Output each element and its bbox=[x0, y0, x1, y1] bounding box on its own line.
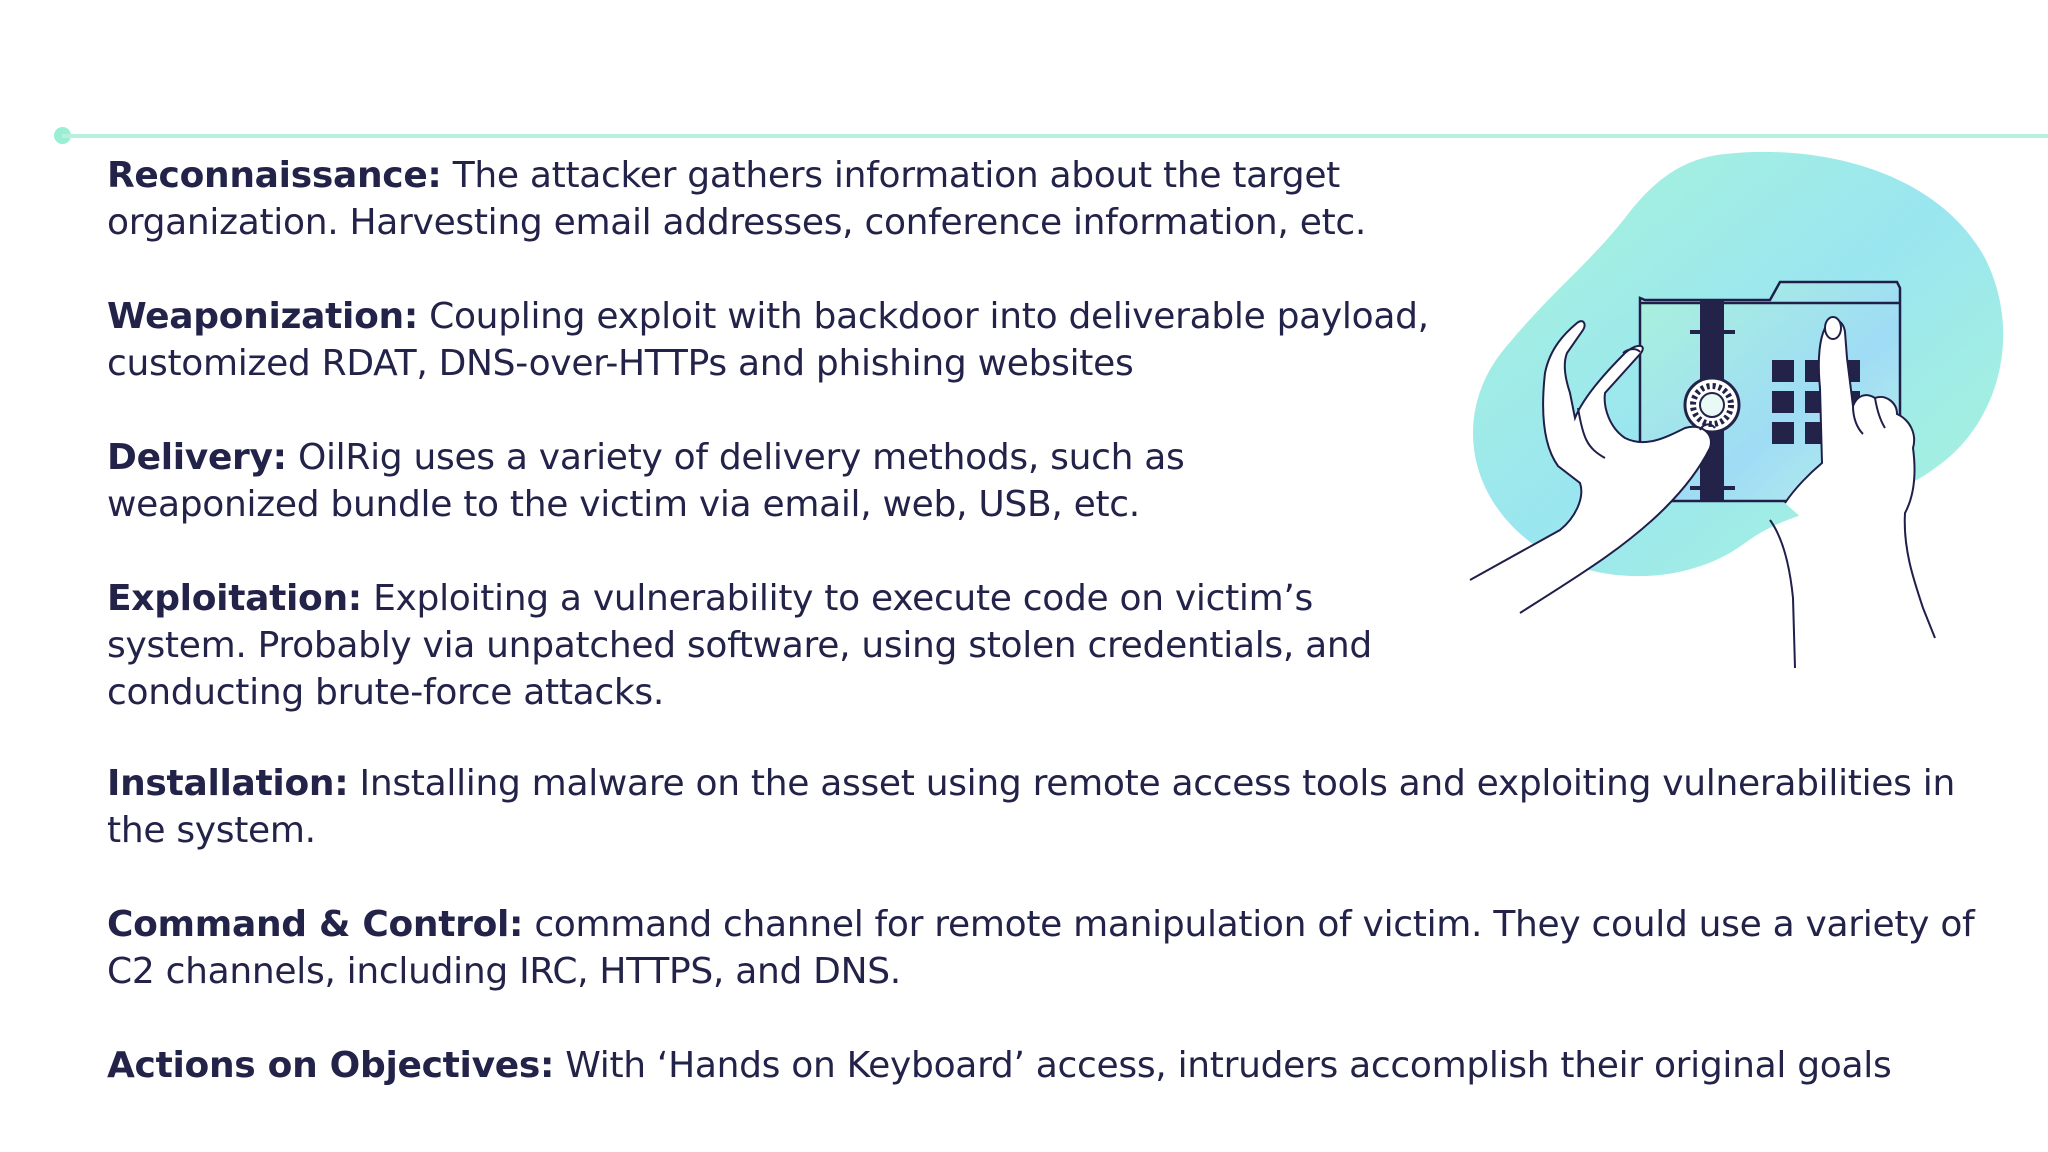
step-actions-on-objectives bbox=[107, 1042, 2007, 1089]
step-description: OilRig uses a variety of delivery methods, such as weaponized bundle to the victim via email, web, USB, etc. bbox=[107, 437, 1185, 525]
step-term: Exploitation: bbox=[107, 578, 362, 619]
step-weaponization bbox=[107, 293, 1467, 387]
step-term: Installation: bbox=[107, 763, 349, 804]
step-term: Actions on Objectives: bbox=[107, 1045, 555, 1086]
step-description: The attacker gathers information about the target organization. Harvesting email addresses, conference information, etc. bbox=[107, 155, 1367, 243]
safe-with-hands-icon bbox=[1465, 148, 2005, 678]
safe-illustration bbox=[1465, 148, 2005, 678]
step-exploitation bbox=[107, 575, 1417, 716]
step-reconnaissance bbox=[107, 152, 1467, 246]
step-description: command channel for remote manipulation of victim. They could use a variety of C2 channels, including IRC, HTTPS, and DNS. bbox=[107, 904, 1975, 992]
header-divider-line bbox=[62, 134, 2048, 138]
step-term: Delivery: bbox=[107, 437, 287, 478]
step-installation bbox=[107, 760, 2007, 854]
step-term: Reconnaissance: bbox=[107, 155, 442, 196]
step-description: Coupling exploit with backdoor into deliverable payload, customized RDAT, DNS-over-HTTPs and phishing websites bbox=[107, 296, 1429, 384]
step-description: With ‘Hands on Keyboard’ access, intruders accomplish their original goals bbox=[565, 1045, 1892, 1086]
step-delivery bbox=[107, 434, 1327, 528]
step-description: Installing malware on the asset using remote access tools and exploiting vulnerabilities in the system. bbox=[107, 763, 1955, 851]
step-term: Command & Control: bbox=[107, 904, 524, 945]
step-description: Exploiting a vulnerability to execute code on victim’s system. Probably via unpatched software, using stolen credentials, and conducting brute-force attacks. bbox=[107, 578, 1372, 713]
combination-dial bbox=[1685, 378, 1739, 432]
step-command-control bbox=[107, 901, 2007, 995]
step-term: Weaponization: bbox=[107, 296, 418, 337]
